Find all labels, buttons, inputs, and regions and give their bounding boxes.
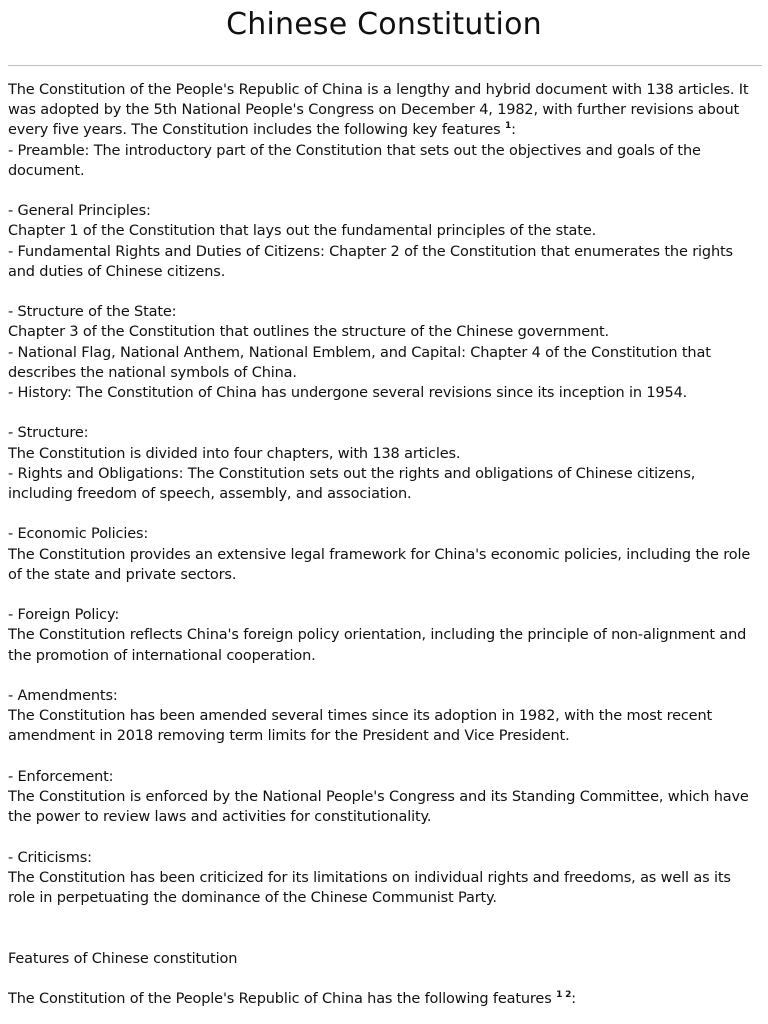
list-item-body: The Constitution reflects China's foreign policy orientation, including the principle of non-alignment and the promotion of international cooperation.: [8, 627, 747, 664]
intro-paragraph: [8, 80, 760, 141]
document-body: [8, 80, 760, 1009]
footnote-ref[interactable]: 1 2: [556, 989, 572, 1000]
list-item-heading: - Economic Policies:: [8, 526, 149, 543]
intro-text: The Constitution of the People's Republic of China is a lengthy and hybrid document with 138 articles. It was adopted by the 5th National People's Congress on December 4, 1982, with further revisions about every five years. The Constitution includes the following key features: [8, 82, 749, 139]
list-item-heading: - Foreign Policy:: [8, 607, 120, 624]
list-item-body: The Constitution has been amended several times since its adoption in 1982, with the most recent amendment in 2018 removing term limits for the President and Vice President.: [8, 708, 713, 745]
spacer: [8, 969, 760, 989]
spacer: [8, 181, 760, 201]
list-item-body: Chapter 3 of the Constitution that outlines the structure of the Chinese government.: [8, 324, 610, 341]
list-item-body: The Constitution is enforced by the National People's Congress and its Standing Committee, which have the power to review laws and activities for constitutionality.: [8, 789, 749, 826]
list-item-heading: - Amendments:: [8, 688, 118, 704]
list-item-preamble: - Preamble: The introductory part of the Constitution that sets out the objectives and goals of the document.: [8, 142, 701, 179]
section-text: The Constitution of the People's Republic of China has the following features: [8, 990, 552, 1007]
list-item-history: - History: The Constitution of China has undergone several revisions since its inception in 1954.: [8, 385, 688, 402]
spacer: [8, 585, 760, 605]
page-title: Chinese Constitution: [226, 7, 542, 42]
spacer: [8, 403, 760, 423]
list-item-heading: - Structure:: [8, 425, 89, 442]
title-divider: [8, 65, 762, 66]
section-suffix: :: [571, 990, 577, 1007]
section-paragraph: [8, 989, 760, 1009]
list-item-heading: - Criticisms:: [8, 849, 92, 866]
spacer: [8, 666, 760, 686]
list-item-rights-duties: - Fundamental Rights and Duties of Citizens: Chapter 2 of the Constitution that enumerates the rights and duties of Chinese citizens.: [8, 243, 733, 280]
list-item-rights-obligations: - Rights and Obligations: The Constitution sets out the rights and obligations of Chinese citizens, including freedom of speech, assembly, and association.: [8, 465, 696, 503]
list-item-body: The Constitution provides an extensive legal framework for China's economic policies, including the role of the state and private sectors.: [8, 546, 751, 583]
list-item-national-symbols: - National Flag, National Anthem, National Emblem, and Capital: Chapter 4 of the Constitution that describes the national symbols of China.: [8, 344, 711, 381]
intro-suffix: :: [511, 122, 516, 139]
list-item-body: The Constitution has been criticized for its limitations on individual rights and freedoms, as well as its role in perpetuating the dominance of the Chinese Communist Party.: [8, 869, 731, 906]
list-item-heading: - Enforcement:: [8, 768, 114, 785]
list-item-heading: - General Principles:: [8, 203, 151, 220]
spacer: [8, 827, 760, 847]
list-item-heading: - Structure of the State:: [8, 304, 177, 321]
footnote-ref[interactable]: 1: [505, 121, 512, 132]
spacer: [8, 282, 760, 302]
spacer: [8, 747, 760, 767]
list-item-body: Chapter 1 of the Constitution that lays out the fundamental principles of the state.: [8, 223, 597, 240]
section-heading: Features of Chinese constitution: [8, 950, 238, 967]
list-item-body: The Constitution is divided into four chapters, with 138 articles.: [8, 445, 461, 462]
spacer: [8, 504, 760, 524]
spacer: [8, 908, 760, 948]
